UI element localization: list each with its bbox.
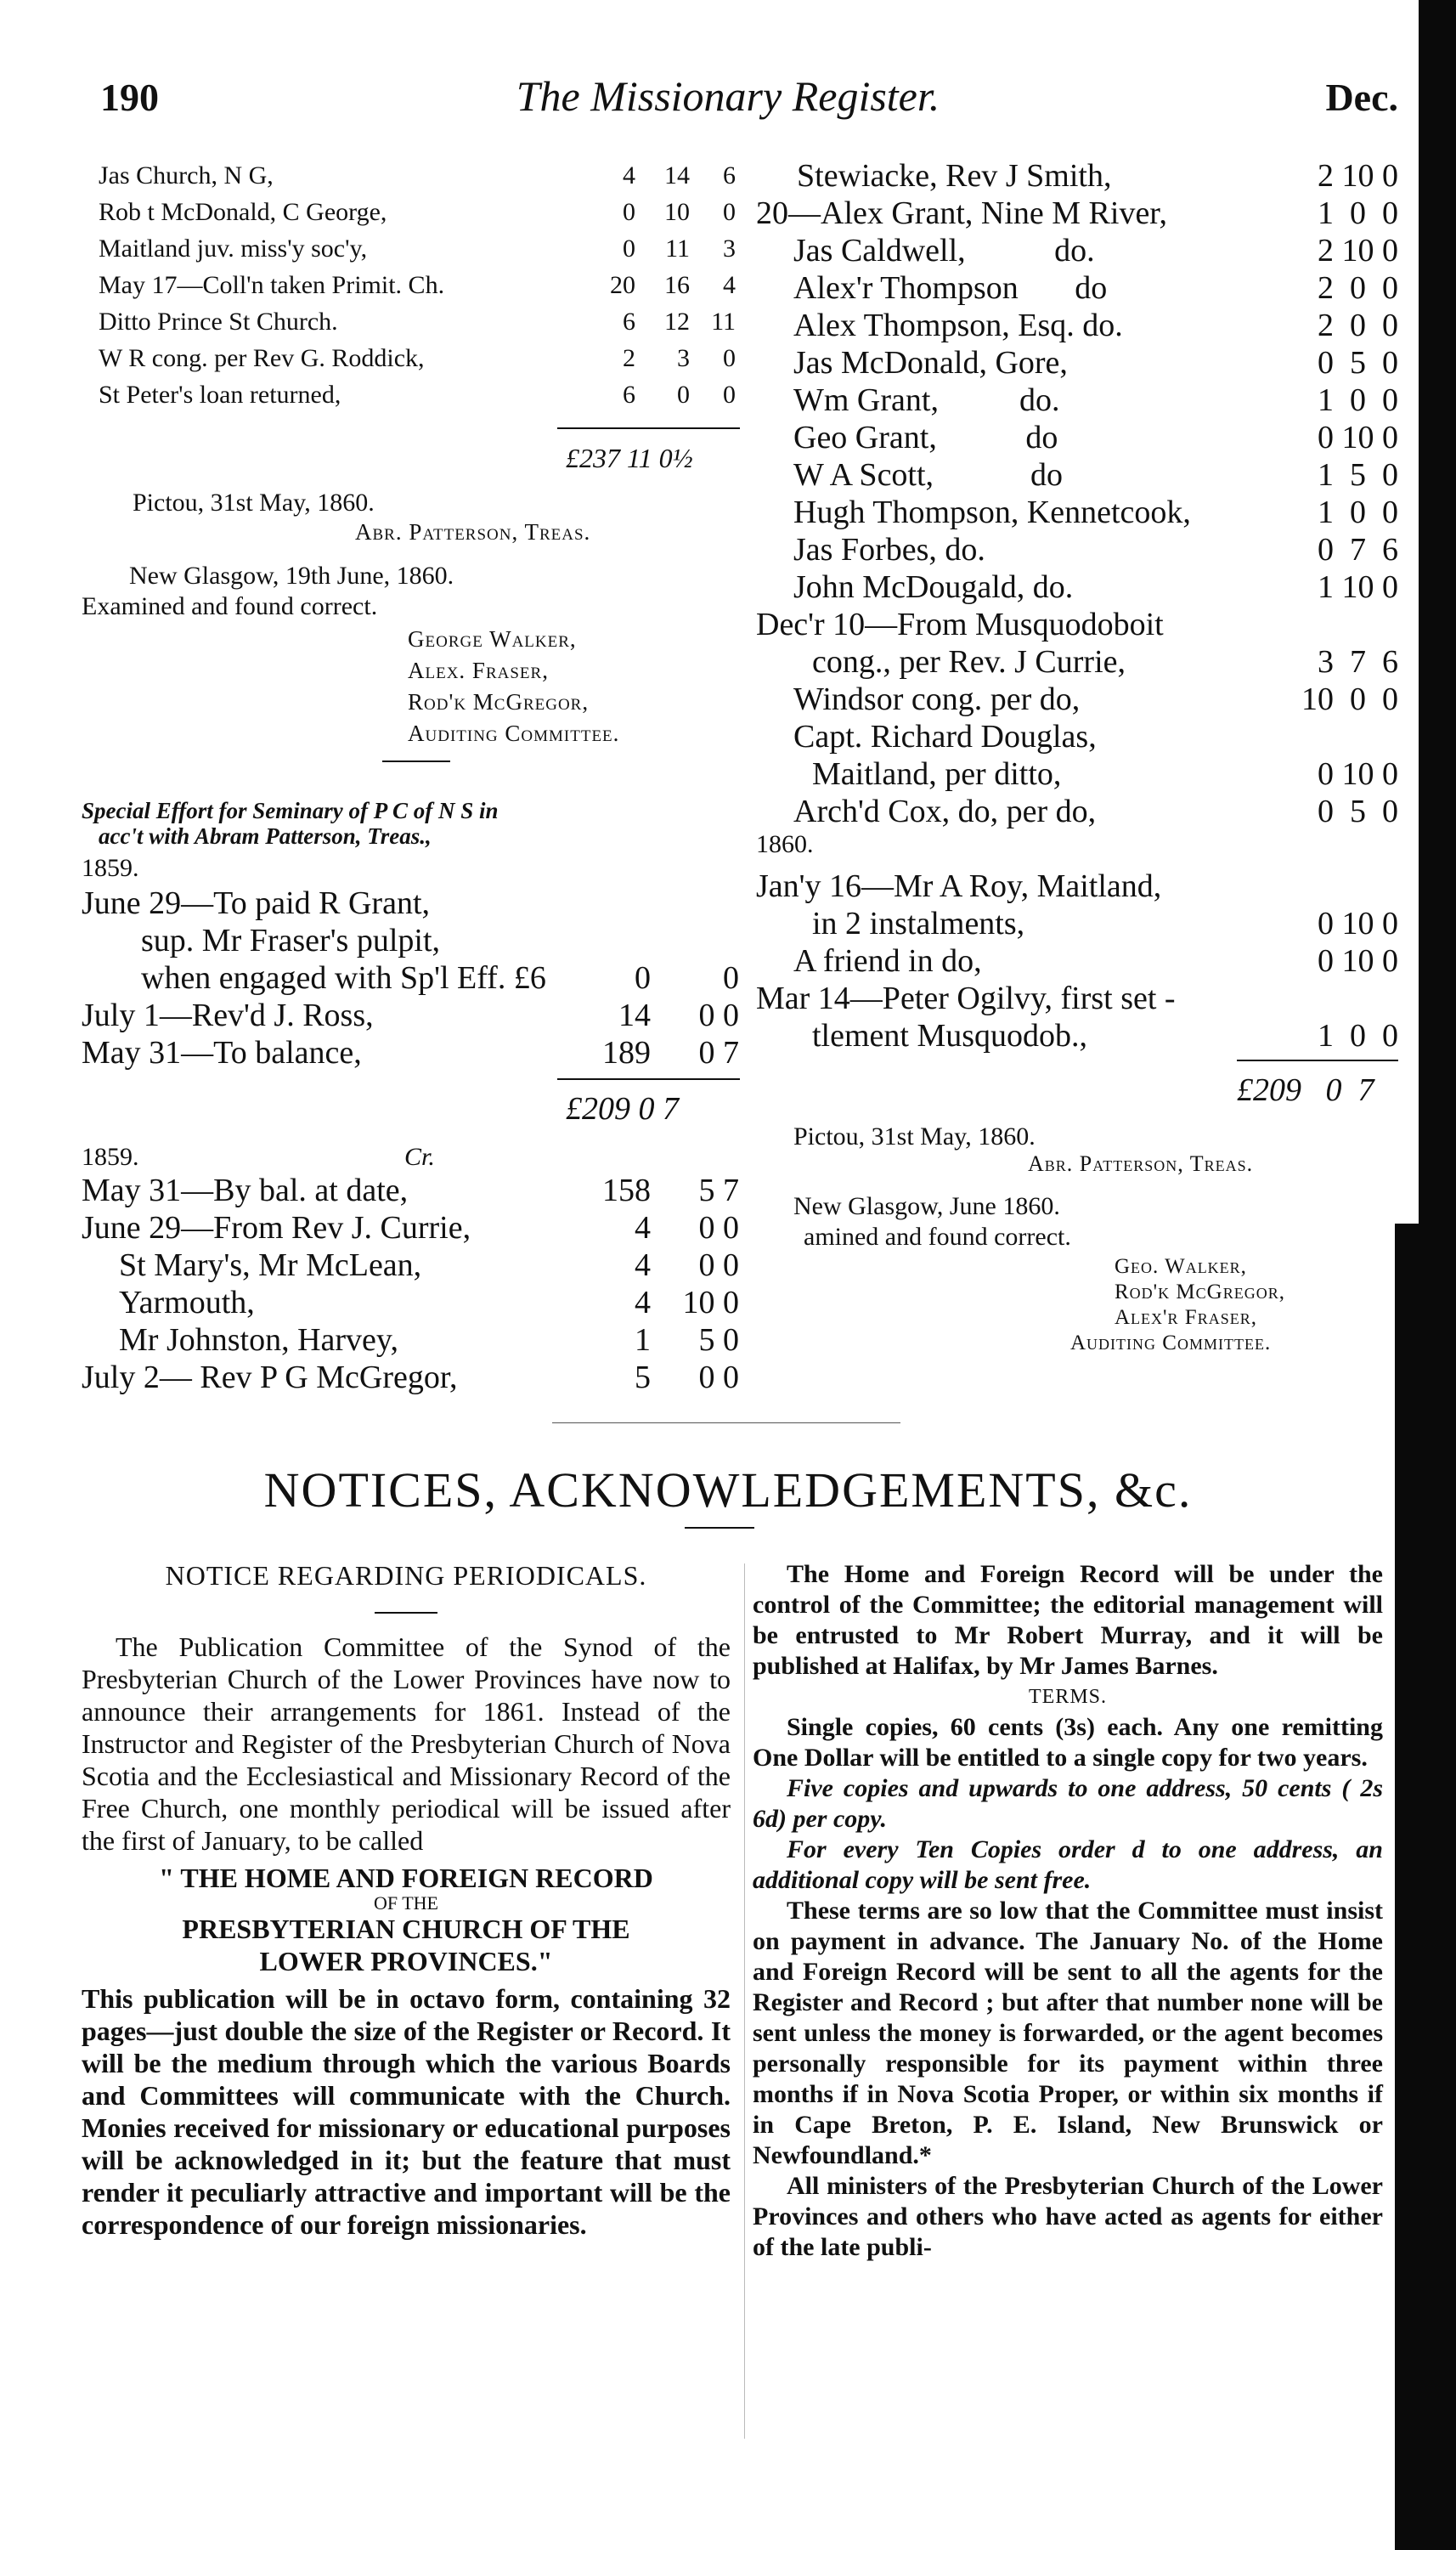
examined-note: Examined and found correct. <box>82 592 378 620</box>
shillings-pence: 10 0 <box>682 1285 739 1320</box>
page-number: 190 <box>100 76 159 119</box>
special-effort-heading-2: acc't with Abram Patterson, Treas., <box>99 823 432 849</box>
amount: 0 7 6 <box>1318 532 1398 568</box>
total-rule <box>1237 1060 1398 1061</box>
ledger-row <box>82 271 744 302</box>
ledger-label: Rob t McDonald, C George, <box>99 198 387 226</box>
amount: 2 10 0 <box>1318 158 1398 194</box>
ledger-label: June 29—To paid R Grant, <box>82 885 431 921</box>
auditor-name: Rod'k McGregor, <box>1115 1281 1285 1303</box>
shillings-pence: 0 0 <box>698 1247 739 1283</box>
shillings: 14 <box>664 161 690 189</box>
ledger-label: St Peter's loan returned, <box>99 381 341 409</box>
pounds: 4 <box>635 1210 651 1246</box>
pence: 0 <box>723 344 736 372</box>
pounds: 0 <box>623 198 635 226</box>
amount: 1 5 0 <box>1318 457 1398 493</box>
title-rule <box>685 1527 754 1529</box>
amount: 0 5 0 <box>1318 345 1398 381</box>
amount: 1 0 0 <box>1318 495 1398 530</box>
pounds: 6 <box>623 308 635 336</box>
amount: 1 10 0 <box>1318 569 1398 605</box>
heading-rule <box>375 1612 437 1614</box>
ledger-row <box>756 568 1402 606</box>
auditor-name: Auditing Committee. <box>1070 1332 1272 1354</box>
pence: 3 <box>723 235 736 263</box>
ledger-label: May 31—To balance, <box>82 1035 362 1071</box>
shillings-pence: 0 0 <box>698 1210 739 1246</box>
auditor-name: Alex'r Fraser, <box>1115 1306 1257 1329</box>
amount: 10 0 0 <box>1301 681 1398 717</box>
special-effort-heading-1: Special Effort for Seminary of P C of N S in <box>82 798 499 823</box>
ledger-row <box>82 381 744 411</box>
ledger-label: June 29—From Rev J. Currie, <box>82 1210 471 1246</box>
ledger-row <box>82 344 744 375</box>
page-title: The Missionary Register. <box>516 72 940 120</box>
page-month: Dec. <box>1325 76 1398 119</box>
ledger-row <box>82 1284 744 1321</box>
ledger-label: tlement Musquodob., <box>812 1018 1088 1054</box>
ledger-row <box>82 235 744 265</box>
amount: 1 0 0 <box>1318 1018 1398 1054</box>
treasurer: Abr. Patterson, Treas. <box>1028 1151 1254 1176</box>
total-rule <box>557 427 740 429</box>
pounds: 1 <box>635 1322 651 1358</box>
ledger-row <box>82 1034 744 1071</box>
ledger-total: £237 11 0½ <box>566 443 693 473</box>
ledger-label: May 31—By bal. at date, <box>82 1173 409 1208</box>
ledger-row <box>756 269 1402 307</box>
ledger-row <box>756 157 1402 195</box>
ledger-row <box>82 161 744 192</box>
ledger-row <box>82 922 744 959</box>
pounds: 0 <box>623 235 635 263</box>
ledger-label: Arch'd Cox, do, per do, <box>793 794 1097 829</box>
ledger-row <box>756 718 1402 755</box>
ledger-label: when engaged with Sp'l Eff. £6 <box>141 960 546 996</box>
amount: 1 0 0 <box>1318 195 1398 231</box>
ledger-label: W R cong. per Rev G. Roddick, <box>99 344 425 372</box>
ledger-row <box>756 643 1402 681</box>
pounds: 189 <box>602 1035 651 1071</box>
terms-ten-copies: For every Ten Copies order d to one address, an additional copy will be sent free. <box>753 1835 1383 1894</box>
pence: 11 <box>711 308 736 336</box>
ledger-label: in 2 instalments, <box>812 906 1025 941</box>
ledger-label: John McDougald, do. <box>793 569 1074 605</box>
auditor-name: Geo. Walker, <box>1115 1255 1247 1278</box>
section-divider <box>552 1422 900 1423</box>
ledger-label: July 2— Rev P G McGregor, <box>82 1360 458 1395</box>
ledger-row <box>756 606 1402 643</box>
page-edge-shadow <box>1419 0 1456 1224</box>
audit-date: New Glasgow, June 1860. <box>793 1192 1060 1220</box>
shillings: 10 <box>664 198 690 226</box>
ledger-label: Jan'y 16—Mr A Roy, Maitland, <box>756 868 1162 904</box>
amount: 0 10 0 <box>1318 420 1398 455</box>
amount: 0 10 0 <box>1318 906 1398 941</box>
ledger-label: Jas Forbes, do. <box>793 532 985 568</box>
ledger-label: May 17—Coll'n taken Primit. Ch. <box>99 271 445 299</box>
record-paragraph: The Home and Foreign Record will be under the control of the Committee; the editorial management will be entrusted to Mr Robert Murray, and it will be published at Halifax, by Mr James Barnes. <box>753 1560 1383 1680</box>
record-title-line-2: OF THE <box>374 1892 438 1914</box>
treasurer: Abr. Patterson, Treas. <box>355 519 591 545</box>
ledger-total: £209 0 7 <box>1237 1072 1374 1108</box>
right-ledger <box>756 157 1410 1432</box>
terms-single-copies: Single copies, 60 cents (3s) each. Any one remitting One Dollar will be entitled to a single copy for two years. <box>753 1713 1383 1772</box>
ledger-label: sup. Mr Fraser's pulpit, <box>141 923 441 958</box>
ledger-row <box>82 308 744 338</box>
ledger-row <box>82 198 744 229</box>
short-rule <box>382 760 450 762</box>
notice-right-column <box>753 1559 1383 2263</box>
notice-paragraph-2: This publication will be in octavo form, containing 32 pages—just double the size of the Register or Record. It will be the medium through which the various Boards and Committees will communicate with the Church. Monies received for missionary or educational purposes will be acknowledged in it; but the feature that must render it peculiarly attractive and important will be the correspondence of our foreign missionaries. <box>82 1983 731 2240</box>
column-divider <box>744 1563 745 2439</box>
ledger-label: Capt. Richard Douglas, <box>793 719 1097 755</box>
pounds: 14 <box>618 998 651 1033</box>
ledger-row <box>756 755 1402 793</box>
ledger-row <box>756 382 1402 419</box>
pounds: 4 <box>635 1247 651 1283</box>
pounds: 158 <box>602 1173 651 1208</box>
ledger-label: Ditto Prince St Church. <box>99 308 338 336</box>
record-title-line-1: " THE HOME AND FOREIGN RECORD <box>159 1863 653 1893</box>
payment-paragraph: These terms are so low that the Committee must insist on payment in advance. The January No. of the Home and Foreign Record will be sent to all the agents for the Register and Record ; but after that number none will be sent unless the money is forwarded, or the agent becomes personally responsible for its payment within three months if in Nova Scotia Proper, or within six months if in Cape Breton, P. E. Island, New Brunswick or Newfoundland.* <box>753 1897 1383 2169</box>
ledger-label: Jas Caldwell, do. <box>793 233 1095 269</box>
ledger-label: 1860. <box>756 830 814 858</box>
ledger-label: cong., per Rev. J Currie, <box>812 644 1126 680</box>
ledger-label: Dec'r 10—From Musquodoboit <box>756 607 1164 642</box>
ledger-label: W A Scott, do <box>793 457 1064 493</box>
credit-year: 1859. <box>82 1143 139 1171</box>
record-title-line-3: PRESBYTERIAN CHURCH OF THE <box>182 1914 630 1944</box>
pence: 0 <box>723 381 736 409</box>
ledger-row <box>82 959 744 997</box>
pounds: 20 <box>610 271 635 299</box>
shillings: 3 <box>677 344 690 372</box>
auditor-name: Rod'k McGregor, <box>408 689 590 715</box>
ledger-label: Mr Johnston, Harvey, <box>119 1322 398 1358</box>
ledger-row <box>756 1017 1402 1054</box>
ledger-row <box>756 942 1402 980</box>
ledger-label: 20—Alex Grant, Nine M River, <box>756 195 1167 231</box>
amount: 0 5 0 <box>1318 794 1398 829</box>
amount: 3 7 6 <box>1318 644 1398 680</box>
year-label: 1859. <box>82 854 139 882</box>
pounds: 2 <box>623 344 635 372</box>
place-date: Pictou, 31st May, 1860. <box>133 489 375 517</box>
agents-paragraph: All ministers of the Presbyterian Church of the Lower Provinces and others who have acted as agents for either of the late publi- <box>753 2172 1383 2261</box>
ledger-label: Alex Thompson, Esq. do. <box>793 308 1123 343</box>
ledger-label: Hugh Thompson, Kennetcook, <box>793 495 1191 530</box>
ledger-row <box>756 232 1402 269</box>
ledger-row <box>756 905 1402 942</box>
pence: 4 <box>723 271 736 299</box>
ledger-row <box>82 885 744 922</box>
ledger-row <box>756 307 1402 344</box>
amount: 2 10 0 <box>1318 233 1398 269</box>
pounds: 4 <box>623 161 635 189</box>
ledger-row <box>756 868 1402 905</box>
section-title: NOTICES, ACKNOWLEDGEMENTS, &c. <box>263 1462 1193 1518</box>
pounds: 4 <box>635 1285 651 1320</box>
ledger-label: Mar 14—Peter Ogilvy, first set - <box>756 981 1176 1016</box>
shillings-pence: 5 0 <box>698 1322 739 1358</box>
notice-heading: NOTICE REGARDING PERIODICALS. <box>165 1560 647 1591</box>
amount: 0 10 0 <box>1318 943 1398 979</box>
ledger-label: Jas Church, N G, <box>99 161 274 189</box>
ledger-row <box>82 1247 744 1284</box>
pence: 6 <box>723 161 736 189</box>
ledger-row <box>756 344 1402 382</box>
ledger-row <box>82 1209 744 1247</box>
ledger-label: A friend in do, <box>793 943 982 979</box>
notice-left-column <box>82 1559 731 2241</box>
ledger-label: Yarmouth, <box>119 1285 255 1320</box>
amount: 1 0 0 <box>1318 382 1398 418</box>
shillings: 16 <box>664 271 690 299</box>
amount: 2 0 0 <box>1318 270 1398 306</box>
notice-paragraph-1: The Publication Committee of the Synod of the Presbyterian Church of the Lower Provinces have now to announce their arrangements for 1861. Instead of the Instructor and Register of the Presbyterian Church of Nova Scotia and the Ecclesiastical and Missionary Record of the Free Church, one monthly periodical will be issued after the first of January, to be called <box>82 1631 731 1856</box>
ledger-label: Maitland, per ditto, <box>812 756 1062 792</box>
ledger-row <box>82 1321 744 1359</box>
credit-label: Cr. <box>404 1143 435 1171</box>
ledger-row <box>82 1359 744 1396</box>
auditor-name: Alex. Fraser, <box>408 658 549 683</box>
shillings-pence: 0 7 <box>698 1035 739 1071</box>
ledger-row <box>756 531 1402 568</box>
terms-heading: TERMS. <box>1028 1686 1107 1708</box>
ledger-label: Maitland juv. miss'y soc'y, <box>99 235 368 263</box>
pounds: 5 <box>635 1360 651 1395</box>
total-rule <box>557 1078 740 1080</box>
pounds: 6 <box>623 381 635 409</box>
shillings: 12 <box>664 308 690 336</box>
shillings-pence: 0 0 <box>698 998 739 1033</box>
shillings: 11 <box>665 235 690 263</box>
pence: 0 <box>723 198 736 226</box>
terms-five-copies: Five copies and upwards to one address, 50 cents ( 2s 6d) per copy. <box>753 1774 1383 1833</box>
shillings: 0 <box>677 381 690 409</box>
place-date: Pictou, 31st May, 1860. <box>793 1122 1036 1151</box>
ledger-row <box>756 195 1402 232</box>
ledger-row <box>756 419 1402 456</box>
amount: 2 0 0 <box>1318 308 1398 343</box>
ledger-row <box>756 681 1402 718</box>
shillings-pence: 5 7 <box>698 1173 739 1208</box>
ledger-label: Alex'r Thompson do <box>793 270 1108 306</box>
left-ledger <box>82 161 744 1436</box>
page-edge-shadow-lower <box>1395 1224 1456 2550</box>
ledger-total: £209 0 7 <box>566 1091 679 1127</box>
ledger-label: Windsor cong. per do, <box>793 681 1081 717</box>
examined-note: amined and found correct. <box>804 1223 1071 1251</box>
amount: 0 10 0 <box>1318 756 1398 792</box>
ledger-row <box>756 980 1402 1017</box>
ledger-row <box>82 997 744 1034</box>
ledger-label: Wm Grant, do. <box>793 382 1060 418</box>
shillings-pence: 0 <box>723 960 739 996</box>
ledger-label: Geo Grant, do <box>793 420 1058 455</box>
record-title-line-4: LOWER PROVINCES." <box>259 1946 553 1976</box>
auditor-name: Auditing Committee. <box>408 721 620 746</box>
ledger-row <box>82 1172 744 1209</box>
ledger-label: St Mary's, Mr McLean, <box>119 1247 422 1283</box>
ledger-row <box>756 494 1402 531</box>
auditor-name: George Walker, <box>408 626 577 652</box>
ledger-row <box>756 830 1402 868</box>
ledger-label: July 1—Rev'd J. Ross, <box>82 998 374 1033</box>
audit-date: New Glasgow, 19th June, 1860. <box>129 562 454 590</box>
ledger-row <box>756 793 1402 830</box>
ledger-label: Jas McDonald, Gore, <box>793 345 1068 381</box>
shillings-pence: 0 0 <box>698 1360 739 1395</box>
ledger-row <box>756 456 1402 494</box>
ledger-label: Stewiacke, Rev J Smith, <box>797 158 1112 194</box>
pounds: 0 <box>635 960 651 996</box>
